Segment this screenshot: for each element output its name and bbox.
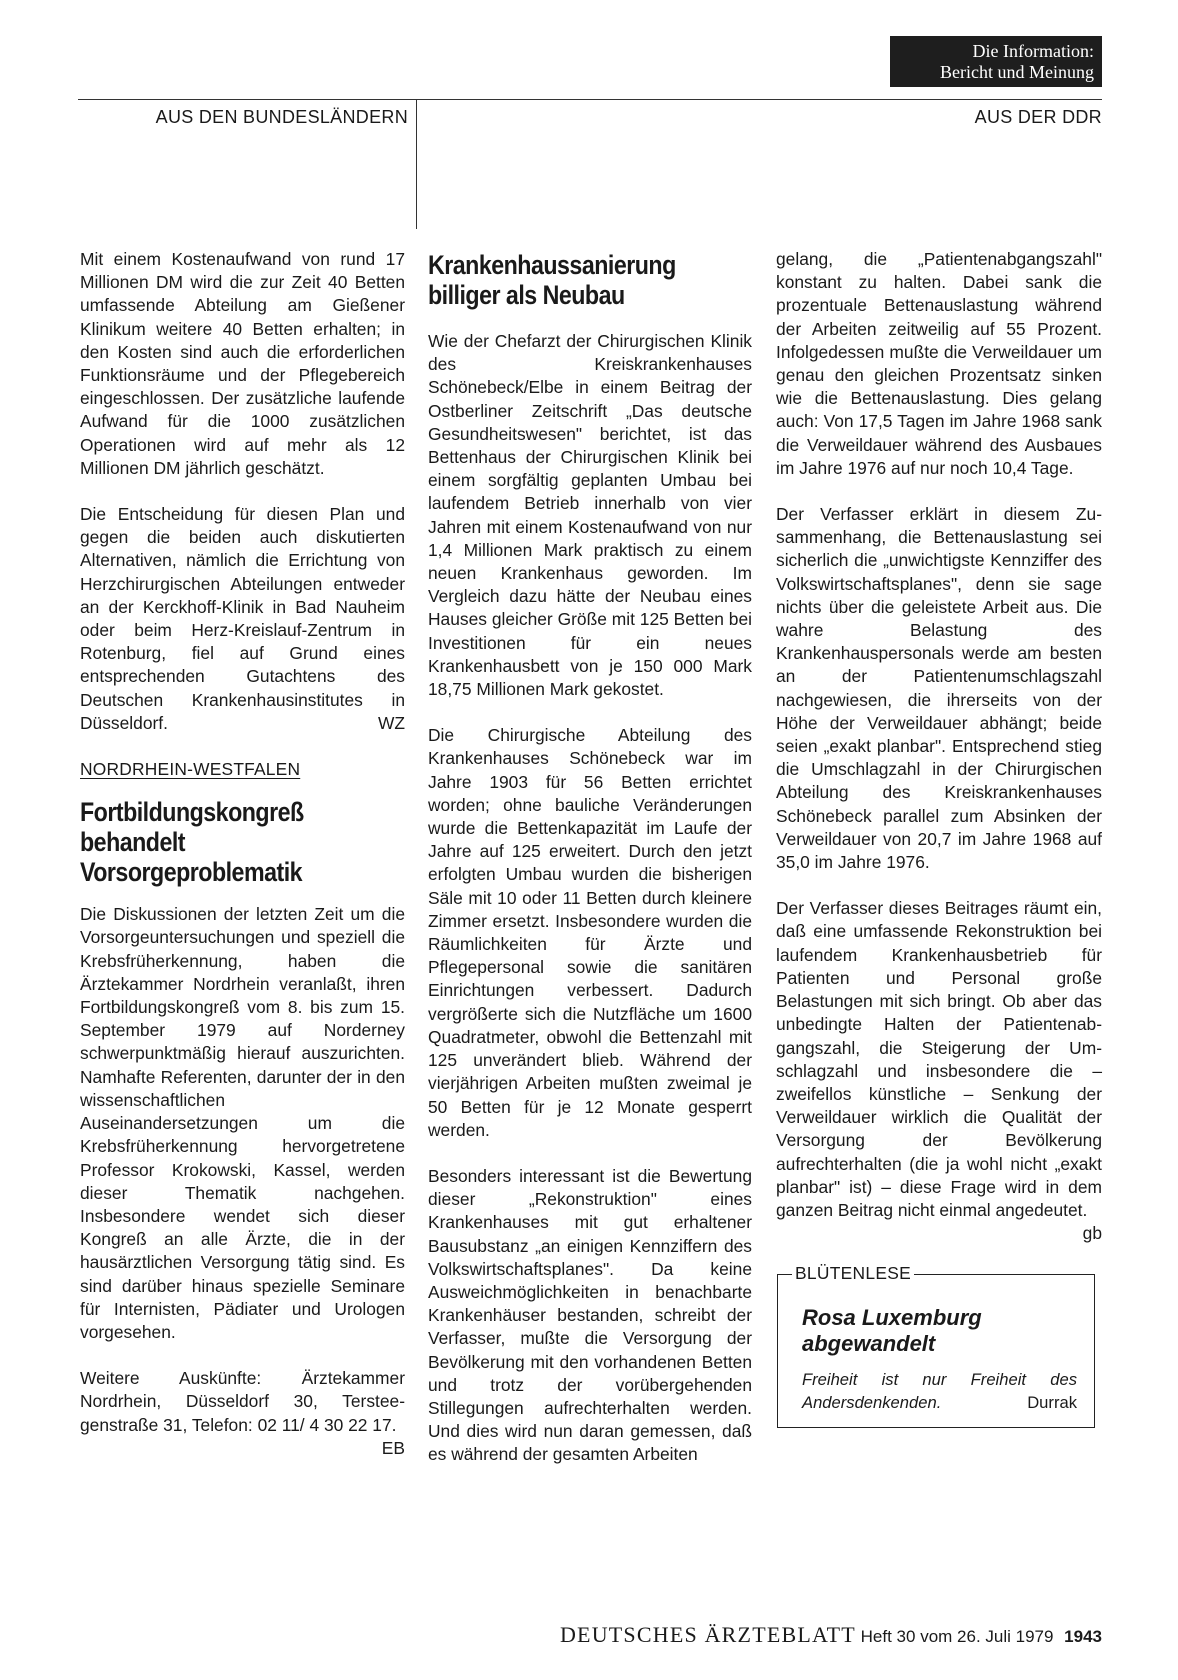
rubric-badge (890, 36, 1102, 87)
author-initials: EB (381, 1437, 405, 1458)
region-kicker: NORDRHEIN-WESTFALEN (80, 759, 301, 780)
issue-info: Heft 30 vom 26. Juli 1979 (860, 1627, 1054, 1646)
article-headline: Krankenhaussanierung billiger als Neubau (428, 250, 676, 310)
column-middle (428, 250, 752, 1490)
paragraph: Die Chirurgische Abteilung des Krankenhauses Schönebeck war im Jahre 1903 für 56 Betten errichtet worden; ohne bauliche Veränderungen wurde die Bettenkapazität im Laufe der Jahre auf 125 erweitert. Durch den jetzt erfolgten Umbau wurden die bisherigen Säle mit 10 oder 11 Betten durch kleinere Zimmer ersetzt. Insbesondere wurden die Räumlichkeiten für Ärzte und Pflegepersonal sowie die sanitären Einrichtungen verbessert. Dadurch vergrößerte sich die Nutzfläche um 1600 Quadratmeter, obwohl die Bettenzahl mit 125 unverändert blieb. Während der vierjährigen Arbeiten mußten zweimal je 50 Betten für je 12 Monate gesperrt werden. (428, 725, 752, 1140)
paragraph: gelang, die „Patientenabgangszahl" konstant zu halten. Dabei sank die prozentuale Bettenauslastung während der Arbeiten zeitweilig auf 55 Prozent. Infolgedessen mußte die Verweildauer um genau den gleichen Prozentsatz sinken wie die Bettenauslastung. Dies gelang auch: Von 17,5 Tagen im Jahre 1968 sank die Verweildauer während des Ausbaues im Jahre 1976 auf nur noch 10,4 Tage. (776, 249, 1102, 478)
paragraph: Der Verfasser erklärt in diesem Zusammenhang, die Bettenauslastung sei sicherlich die „unwichtigste Kennziffer des Volkswirtschaftsplanes", denn sie sage nichts über die geleistete Arbeit aus. Die wahre Belastung des Krankenhauspersonals werde am besten an der Patientenumschlagszahl nachgewiesen, die ihrerseits von der Höhe der Verweildauer abhängt; beide seien „exakt planbar". Entsprechend stieg die Umschlagzahl in der Chirurgischen Abteilung des Kreiskrankenhauses Schönebeck parallel zum Absinken der Verweildauer von 20,7 im Jahre 1968 auf 35,0 im Jahre 1976. (776, 504, 1102, 873)
author-initials: WZ (377, 712, 405, 733)
section-label-right: AUS DER DDR (974, 107, 1102, 127)
article-headline: Fortbildungskongreß behandelt Vorsorgeproblematik (80, 797, 304, 888)
header-rule (78, 99, 1102, 100)
paragraph: Mit einem Kostenaufwand von rund 17 Millionen DM wird die zur Zeit 40 Betten umfassende Abteilung am Gießener Klinikum weitere 40 Betten erhalten; in den Kosten sind auch die erforderlichen Funktionsräume und der Pflegebereich eingeschlossen. Der zusätzliche laufende Aufwand für die 1000 zusätzlichen Operationen wird auf mehr als 12 Millionen DM jährlich geschätzt. (80, 249, 405, 478)
bluetenlese-box (777, 1263, 1095, 1428)
paragraph: Wie der Chefarzt der Chirurgischen Klinik des Kreiskrankenhauses Schönebeck/Elbe in einem Beitrag der Ostberliner Zeitschrift „Das deutsche Gesundheitswesen" berichtet, ist das Bettenhaus der Chirurgischen Klinik bei einem sorgfältig geplanten Umbau bei laufendem Betrieb innerhalb von vier Jahren mit einem Kostenaufwand von nur 1,4 Millionen Mark praktisch zu einem neuen Krankenhaus geworden. Im Vergleich dazu hätte der Neubau eines Hauses gleicher Größe mit 125 Betten bei Investitionen für ein neues Krankenhausbett von je 150 000 Mark 18,75 Millionen Mark gekostet. (428, 331, 752, 700)
paragraph (80, 503, 405, 735)
paragraph-text: Die Entscheidung für diesen Plan und gegen die beiden auch diskutierten Alternativen, nämlich die Errichtung von Herzchirurgischen Abteilungen entweder an der Kerckhoff-Klinik in Bad Nauheim oder beim Herz-Kreislauf-Zentrum in Rotenburg, fiel auf Grund eines entsprechenden Gutachtens des Deutschen Krankenhausinstitutes in Düsseldorf. (80, 504, 405, 733)
rubric-line-2: Bericht und Meinung (940, 62, 1094, 82)
section-divider (416, 99, 417, 229)
box-headline: Rosa Luxemburg abgewandelt (802, 1305, 982, 1356)
paragraph: Die Diskussionen der letzten Zeit um die Vorsorgeuntersuchungen und speziell die Krebsfrüherkennung, haben die Ärztekammer Nordrhein veranlaßt, ihren Fortbildungskongreß vom 8. bis zum 15. September 1979 auf Norderney schwerpunktmäßig hierauf auszurichten. Namhafte Referenten, darunter der in den wissenschaftlichen Auseinandersetzungen um die Krebsfrüherkennung hervorgetretene Professor Krokowski, Kassel, werden dieser Thematik nachgehen. Insbesondere wendet sich dieser Kongreß an alle Ärzte, die in der hausärztlichen Versorgung tätig sind. Es sind darüber hinaus spezielle Seminare für Internisten, Pädiater und Urologen vorgesehen. (80, 904, 405, 1342)
paragraph: Besonders interessant ist die Bewertung dieser „Rekonstruktion" eines Krankenhauses mit gut erhaltener Bausubstanz „an einigen Kennziffern des Volkswirtschaftsplanes". Da keine Ausweichmöglichkeiten in benachbarte Krankenhäuser bestanden, schreibt der Verfasser, mußte die Versorgung der Bevölkerung mit den vorhandenen Betten und trotz der vorübergehenden Stillegungen aufrechterhalten werden. Und dies wird nun daran gemessen, daß es während der gesamten Arbeiten (428, 1165, 752, 1465)
journal-name: DEUTSCHES ÄRZTEBLATT (559, 1622, 856, 1647)
box-quote (802, 1368, 1077, 1414)
paragraph-text: Weitere Auskünfte: Ärztekammer Nordrhein, Düsseldorf 30, Tersteegenstraße 31, Telefon: 02 11/ 4 30 22 17. (80, 1368, 405, 1435)
rubric-line-1: Die Information: (972, 41, 1094, 61)
quote-text: Freiheit ist nur Freiheit des Andersdenkenden. (802, 1370, 1077, 1412)
page-footer (470, 1622, 1102, 1648)
column-left (80, 248, 405, 1460)
quote-author: Durrak (1027, 1393, 1077, 1412)
author-initials: gb (1082, 1223, 1102, 1244)
paragraph-text: Der Verfasser dieses Beitrages räumt ein, daß eine umfassende Rekonstruktion bei laufendem Krankenhausbetrieb für Patienten und Personal große Belastungen mit sich bringt. Ob aber das unbedingte Halten der Patientenabgangszahl, die Steigerung der Umschlagzahl und insbesondere die – zweifellos künstliche – Senkung der Verweildauer wirklich die Qualität der Versorgung der Bevölkerung aufrechterhalten (die ja wohl nicht „exakt planbar" ist) – diese Frage wird in dem ganzen Beitrag nicht einmal angedeutet. (776, 898, 1102, 1220)
section-label-left: AUS DEN BUNDESLÄNDERN (155, 107, 408, 127)
column-right (776, 248, 1102, 1245)
paragraph (776, 897, 1102, 1244)
page-number: 1943 (1064, 1627, 1102, 1646)
paragraph (80, 1367, 405, 1458)
box-label: BLÜTENLESE (792, 1263, 914, 1284)
